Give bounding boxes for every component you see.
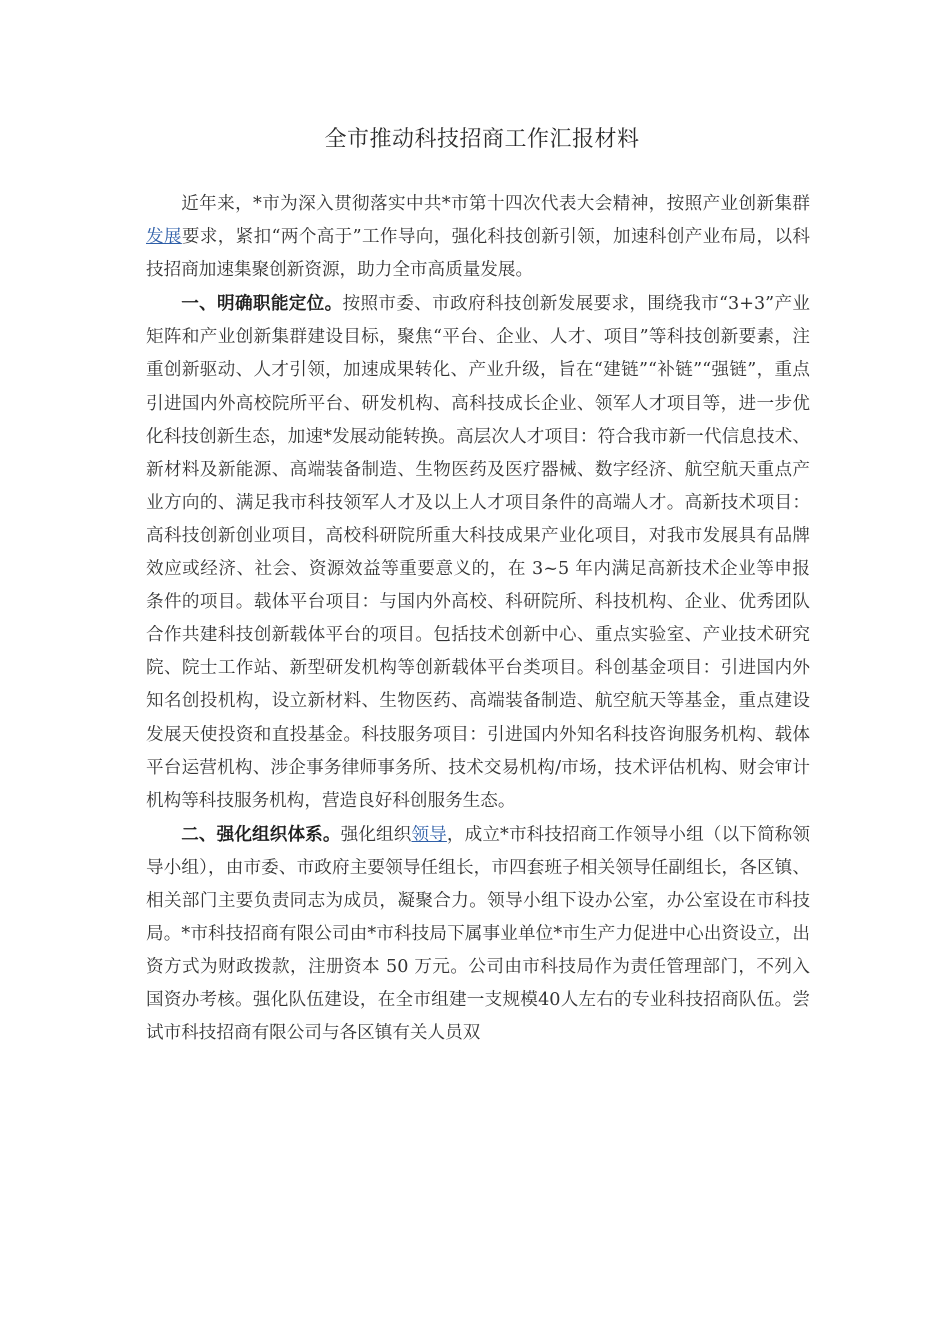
intro-text-after-link: 要求，紧扣“两个高于”工作导向，强化科技创新引领，加速科创产业布局，以科技招商加速集聚创新资源，助力全市高质量发展。 bbox=[146, 227, 810, 281]
section2-paragraph bbox=[146, 818, 810, 1051]
document-title: 全市推动科技招商工作汇报材料 bbox=[324, 127, 640, 152]
intro-paragraph bbox=[146, 188, 810, 287]
link-leadership[interactable]: 领导 bbox=[411, 824, 447, 845]
section1-paragraph bbox=[146, 287, 810, 818]
intro-text-before-link: 近年来，*市为深入贯彻落实中共*市第十四次代表大会精神，按照产业创新集群 bbox=[181, 194, 810, 214]
section1-heading: 一、明确职能定位。 bbox=[181, 293, 343, 315]
link-development[interactable]: 发展 bbox=[146, 227, 182, 248]
section1-text: 按照市委、市政府科技创新发展要求，围绕我市“3+3”产业矩阵和产业创新集群建设目标，聚焦“平台、企业、人才、项目”等科技创新要素，注重创新驱动、人才引领，加速成果转化、产业升级，旨在“建链”“补链”“强链”，重点引进国内外高校院所平台、研发机构、高科技成长企业、领军人才项目等，进一步优化科技创新生态，加速*发展动能转换。高层次人才项目：符合我市新一代信息技术、新材料及新能源、高端装备制造、生物医药及医疗器械、数字经济、航空航天重点产业方向的、满足我市科技领军人才及以上人才项目条件的高端人才。高新技术项目：高科技创新创业项目，高校科研院所重大科技成果产业化项目，对我市发展具有品牌效应或经济、社会、资源效益等重要意义的，在 3~5 年内满足高新技术企业等申报条件的项目。载体平台项目：与国内外高校、科研院所、科技机构、企业、优秀团队合作共建科技创新载体平台的项目。包括技术创新中心、重点实验室、产业技术研究院、院士工作站、新型研发机构等创新载体平台类项目。科创基金项目：引进国内外知名创投机构，设立新材料、生物医药、高端装备制造、航空航天等基金，重点建设发展天使投资和直投基金。科技服务项目：引进国内外知名科技咨询服务机构、载体平台运营机构、涉企事务律师事务所、技术交易机构/市场，技术评估机构、财会审计机构等科技服务机构，营造良好科创服务生态。 bbox=[146, 294, 810, 811]
document-body bbox=[146, 188, 810, 1050]
section2-text-before-link: 强化组织 bbox=[340, 824, 412, 845]
section2-text-after-link: ，成立*市科技招商工作领导小组（以下简称领导小组），由市委、市政府主要领导任组长，市四套班子相关领导任副组长，各区镇、相关部门主要负责同志为成员，凝聚合力。领导小组下设办公室，办公室设在市科技局。*市科技招商有限公司由*市科技局下属事业单位*市生产力促进中心出资设立，出资方式为财政拨款，注册资本 50 万元。公司由市科技局作为责任管理部门，不列入国资办考核。强化队伍建设，在全市组建一支规模40人左右的专业科技招商队伍。尝试市科技招商有限公司与各区镇有关人员双 bbox=[146, 824, 810, 1044]
section2-heading: 二、强化组织体系。 bbox=[181, 823, 341, 845]
